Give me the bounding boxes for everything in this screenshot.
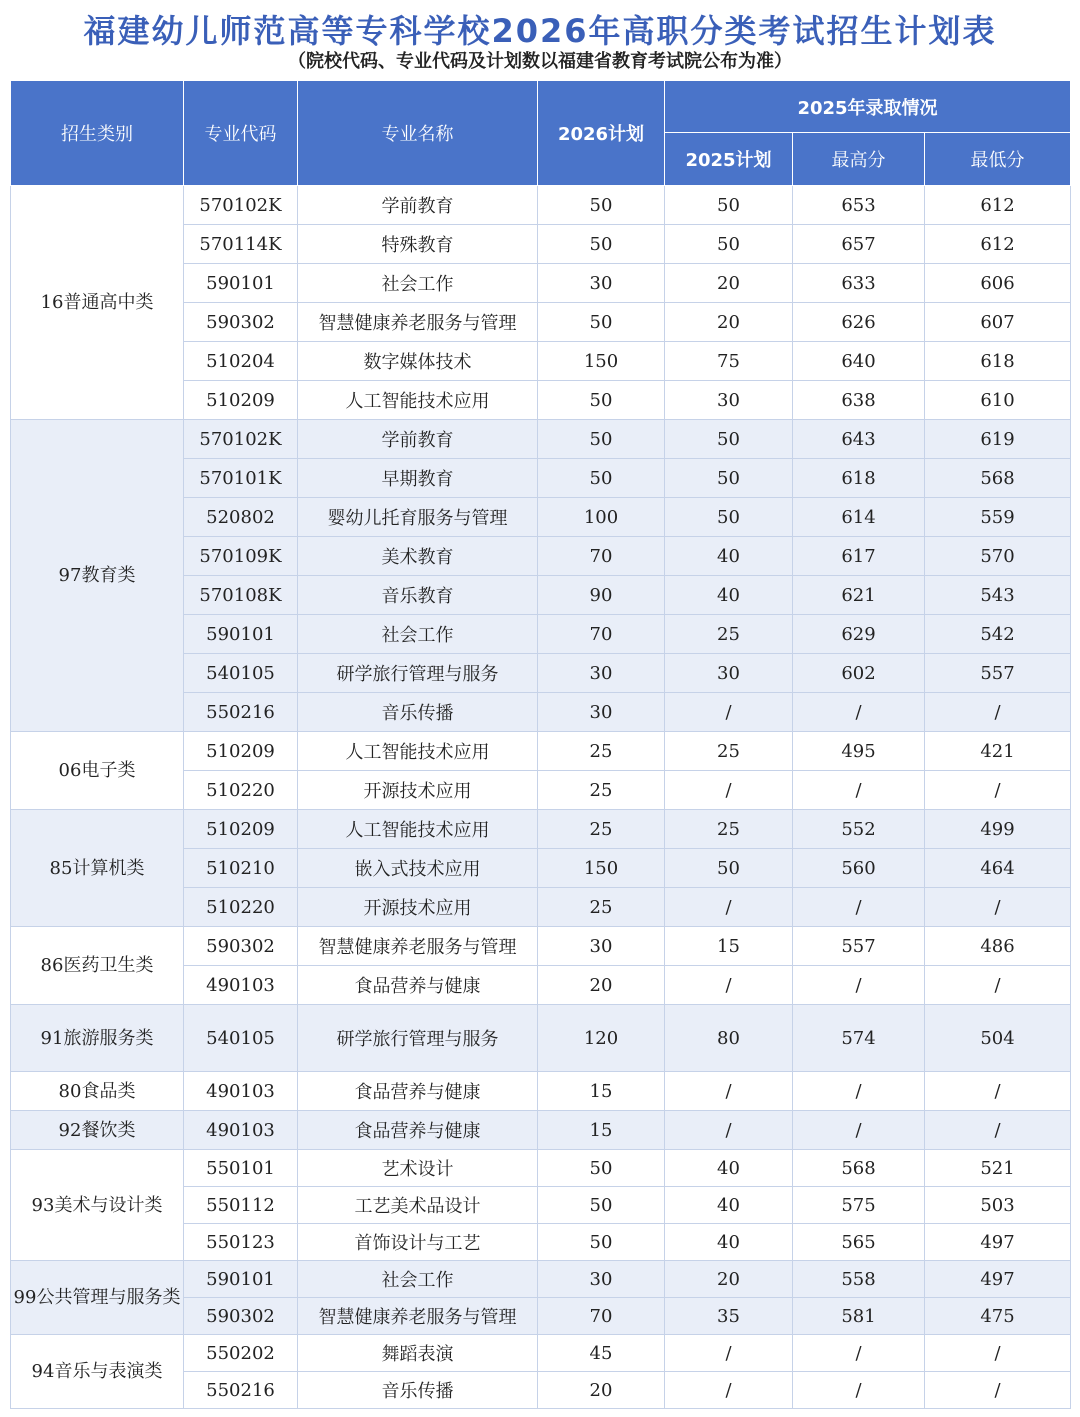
plan-2026-cell: 50	[538, 420, 665, 459]
category-cell: 16普通高中类	[11, 186, 184, 420]
max-score-cell: 552	[793, 810, 925, 849]
table-row	[11, 186, 1071, 225]
plan-2025-cell: 25	[665, 810, 793, 849]
max-score-cell: 574	[793, 1005, 925, 1072]
plan-2026-cell: 30	[538, 927, 665, 966]
max-score-cell: 621	[793, 576, 925, 615]
max-score-cell: 614	[793, 498, 925, 537]
major-name-cell: 食品营养与健康	[298, 966, 538, 1005]
page-subtitle: （院校代码、专业代码及计划数以福建省教育考试院公布为准）	[288, 51, 792, 72]
max-score-cell: 568	[793, 1150, 925, 1187]
table-header	[11, 81, 1071, 186]
max-score-cell: /	[793, 1335, 925, 1372]
major-name-cell: 社会工作	[298, 1261, 538, 1298]
table-row	[11, 927, 1071, 966]
header-category: 招生类别	[11, 81, 184, 186]
min-score-cell: 475	[925, 1298, 1071, 1335]
min-score-cell: /	[925, 693, 1071, 732]
max-score-cell: 653	[793, 186, 925, 225]
max-score-cell: /	[793, 888, 925, 927]
plan-2025-cell: /	[665, 1372, 793, 1409]
plan-2025-cell: 50	[665, 459, 793, 498]
max-score-cell: 633	[793, 264, 925, 303]
major-name-cell: 艺术设计	[298, 1150, 538, 1187]
major-code-cell: 510220	[184, 771, 298, 810]
major-name-cell: 开源技术应用	[298, 888, 538, 927]
plan-2025-cell: 30	[665, 654, 793, 693]
plan-2026-cell: 15	[538, 1111, 665, 1150]
major-name-cell: 智慧健康养老服务与管理	[298, 303, 538, 342]
plan-2026-cell: 50	[538, 225, 665, 264]
table-row	[11, 1261, 1071, 1298]
major-code-cell: 540105	[184, 654, 298, 693]
major-name-cell: 特殊教育	[298, 225, 538, 264]
max-score-cell: 629	[793, 615, 925, 654]
category-cell: 99公共管理与服务类	[11, 1261, 184, 1335]
plan-2026-cell: 25	[538, 771, 665, 810]
max-score-cell: /	[793, 966, 925, 1005]
table-row	[11, 1335, 1071, 1372]
major-name-cell: 食品营养与健康	[298, 1111, 538, 1150]
major-code-cell: 590302	[184, 303, 298, 342]
major-name-cell: 开源技术应用	[298, 771, 538, 810]
max-score-cell: 557	[793, 927, 925, 966]
category-cell: 94音乐与表演类	[11, 1335, 184, 1409]
major-code-cell: 510220	[184, 888, 298, 927]
major-code-cell: 520802	[184, 498, 298, 537]
category-cell: 91旅游服务类	[11, 1005, 184, 1072]
major-name-cell: 食品营养与健康	[298, 1072, 538, 1111]
major-code-cell: 510210	[184, 849, 298, 888]
table-row	[11, 420, 1071, 459]
plan-2026-cell: 20	[538, 1372, 665, 1409]
major-code-cell: 590302	[184, 927, 298, 966]
plan-2025-cell: 20	[665, 1261, 793, 1298]
plan-2025-cell: 50	[665, 420, 793, 459]
min-score-cell: 612	[925, 225, 1071, 264]
min-score-cell: 610	[925, 381, 1071, 420]
plan-2025-cell: /	[665, 966, 793, 1005]
plan-2025-cell: 75	[665, 342, 793, 381]
max-score-cell: 657	[793, 225, 925, 264]
plan-2025-cell: 15	[665, 927, 793, 966]
min-score-cell: /	[925, 771, 1071, 810]
major-name-cell: 婴幼儿托育服务与管理	[298, 498, 538, 537]
major-code-cell: 550202	[184, 1335, 298, 1372]
plan-2025-cell: 40	[665, 537, 793, 576]
max-score-cell: /	[793, 771, 925, 810]
plan-2026-cell: 50	[538, 1187, 665, 1224]
major-code-cell: 510209	[184, 732, 298, 771]
min-score-cell: 607	[925, 303, 1071, 342]
header-min-score: 最低分	[925, 133, 1071, 186]
plan-2026-cell: 70	[538, 537, 665, 576]
major-code-cell: 570101K	[184, 459, 298, 498]
header-max-score: 最高分	[793, 133, 925, 186]
plan-2025-cell: /	[665, 1072, 793, 1111]
plan-2025-cell: 25	[665, 615, 793, 654]
major-code-cell: 590101	[184, 1261, 298, 1298]
max-score-cell: 617	[793, 537, 925, 576]
plan-2026-cell: 50	[538, 303, 665, 342]
plan-2026-cell: 50	[538, 1150, 665, 1187]
major-code-cell: 550112	[184, 1187, 298, 1224]
enrollment-plan-table	[10, 80, 1071, 1409]
major-code-cell: 510204	[184, 342, 298, 381]
plan-2026-cell: 50	[538, 1224, 665, 1261]
header-code: 专业代码	[184, 81, 298, 186]
min-score-cell: /	[925, 1111, 1071, 1150]
plan-2025-cell: /	[665, 693, 793, 732]
max-score-cell: 618	[793, 459, 925, 498]
header-admission-2025: 2025年录取情况	[665, 81, 1071, 133]
plan-2026-cell: 150	[538, 342, 665, 381]
min-score-cell: 612	[925, 186, 1071, 225]
major-name-cell: 人工智能技术应用	[298, 381, 538, 420]
min-score-cell: 486	[925, 927, 1071, 966]
plan-2025-cell: /	[665, 1111, 793, 1150]
major-code-cell: 570102K	[184, 420, 298, 459]
category-cell: 06电子类	[11, 732, 184, 810]
major-code-cell: 510209	[184, 810, 298, 849]
major-code-cell: 590101	[184, 615, 298, 654]
plan-2025-cell: /	[665, 888, 793, 927]
table-body	[11, 186, 1071, 1409]
min-score-cell: 499	[925, 810, 1071, 849]
min-score-cell: /	[925, 1335, 1071, 1372]
header-plan-2025: 2025计划	[665, 133, 793, 186]
max-score-cell: /	[793, 1372, 925, 1409]
table-row	[11, 810, 1071, 849]
major-code-cell: 590302	[184, 1298, 298, 1335]
plan-2025-cell: 20	[665, 303, 793, 342]
plan-2026-cell: 150	[538, 849, 665, 888]
major-code-cell: 510209	[184, 381, 298, 420]
major-name-cell: 数字媒体技术	[298, 342, 538, 381]
plan-2025-cell: 50	[665, 849, 793, 888]
max-score-cell: 565	[793, 1224, 925, 1261]
plan-2026-cell: 120	[538, 1005, 665, 1072]
major-name-cell: 音乐教育	[298, 576, 538, 615]
min-score-cell: 543	[925, 576, 1071, 615]
major-code-cell: 570109K	[184, 537, 298, 576]
category-cell: 86医药卫生类	[11, 927, 184, 1005]
plan-2026-cell: 100	[538, 498, 665, 537]
plan-2025-cell: 40	[665, 576, 793, 615]
major-code-cell: 550216	[184, 693, 298, 732]
max-score-cell: 626	[793, 303, 925, 342]
max-score-cell: 638	[793, 381, 925, 420]
plan-2025-cell: 40	[665, 1150, 793, 1187]
min-score-cell: 504	[925, 1005, 1071, 1072]
plan-2026-cell: 50	[538, 459, 665, 498]
min-score-cell: 618	[925, 342, 1071, 381]
min-score-cell: 497	[925, 1261, 1071, 1298]
plan-2026-cell: 25	[538, 810, 665, 849]
plan-2025-cell: 40	[665, 1187, 793, 1224]
min-score-cell: /	[925, 966, 1071, 1005]
table-row	[11, 732, 1071, 771]
min-score-cell: 521	[925, 1150, 1071, 1187]
major-code-cell: 550101	[184, 1150, 298, 1187]
plan-2025-cell: 50	[665, 225, 793, 264]
plan-2026-cell: 20	[538, 966, 665, 1005]
major-name-cell: 音乐传播	[298, 693, 538, 732]
min-score-cell: 619	[925, 420, 1071, 459]
header-name: 专业名称	[298, 81, 538, 186]
major-name-cell: 学前教育	[298, 420, 538, 459]
category-cell: 80食品类	[11, 1072, 184, 1111]
category-cell: 92餐饮类	[11, 1111, 184, 1150]
major-code-cell: 570108K	[184, 576, 298, 615]
plan-2026-cell: 90	[538, 576, 665, 615]
plan-2025-cell: 80	[665, 1005, 793, 1072]
category-cell: 97教育类	[11, 420, 184, 732]
page-title: 福建幼儿师范高等专科学校2026年高职分类考试招生计划表	[83, 12, 997, 50]
plan-2026-cell: 30	[538, 1261, 665, 1298]
major-code-cell: 570102K	[184, 186, 298, 225]
major-code-cell: 490103	[184, 1072, 298, 1111]
category-cell: 93美术与设计类	[11, 1150, 184, 1261]
plan-2026-cell: 30	[538, 693, 665, 732]
plan-2025-cell: /	[665, 1335, 793, 1372]
max-score-cell: 575	[793, 1187, 925, 1224]
major-name-cell: 早期教育	[298, 459, 538, 498]
min-score-cell: 568	[925, 459, 1071, 498]
major-name-cell: 舞蹈表演	[298, 1335, 538, 1372]
max-score-cell: 602	[793, 654, 925, 693]
plan-2026-cell: 25	[538, 888, 665, 927]
major-name-cell: 人工智能技术应用	[298, 732, 538, 771]
min-score-cell: /	[925, 888, 1071, 927]
major-name-cell: 音乐传播	[298, 1372, 538, 1409]
table-row	[11, 1111, 1071, 1150]
major-name-cell: 研学旅行管理与服务	[298, 654, 538, 693]
major-code-cell: 570114K	[184, 225, 298, 264]
table-row	[11, 1005, 1071, 1072]
table-row	[11, 1150, 1071, 1187]
header-plan-2026: 2026计划	[538, 81, 665, 186]
plan-2026-cell: 30	[538, 264, 665, 303]
major-name-cell: 智慧健康养老服务与管理	[298, 1298, 538, 1335]
plan-2025-cell: 50	[665, 498, 793, 537]
major-code-cell: 540105	[184, 1005, 298, 1072]
min-score-cell: /	[925, 1372, 1071, 1409]
major-name-cell: 工艺美术品设计	[298, 1187, 538, 1224]
plan-2026-cell: 50	[538, 381, 665, 420]
major-code-cell: 550216	[184, 1372, 298, 1409]
plan-2025-cell: 35	[665, 1298, 793, 1335]
major-name-cell: 首饰设计与工艺	[298, 1224, 538, 1261]
max-score-cell: 560	[793, 849, 925, 888]
min-score-cell: 542	[925, 615, 1071, 654]
major-name-cell: 人工智能技术应用	[298, 810, 538, 849]
max-score-cell: 643	[793, 420, 925, 459]
plan-2026-cell: 25	[538, 732, 665, 771]
min-score-cell: 421	[925, 732, 1071, 771]
plan-2025-cell: 20	[665, 264, 793, 303]
plan-2025-cell: 25	[665, 732, 793, 771]
plan-2026-cell: 45	[538, 1335, 665, 1372]
min-score-cell: 606	[925, 264, 1071, 303]
major-code-cell: 490103	[184, 966, 298, 1005]
min-score-cell: 557	[925, 654, 1071, 693]
major-name-cell: 美术教育	[298, 537, 538, 576]
max-score-cell: /	[793, 693, 925, 732]
plan-2025-cell: /	[665, 771, 793, 810]
major-code-cell: 590101	[184, 264, 298, 303]
plan-2026-cell: 70	[538, 1298, 665, 1335]
plan-2026-cell: 50	[538, 186, 665, 225]
max-score-cell: 558	[793, 1261, 925, 1298]
plan-2026-cell: 15	[538, 1072, 665, 1111]
min-score-cell: 503	[925, 1187, 1071, 1224]
plan-2025-cell: 50	[665, 186, 793, 225]
plan-2026-cell: 70	[538, 615, 665, 654]
major-name-cell: 学前教育	[298, 186, 538, 225]
min-score-cell: 464	[925, 849, 1071, 888]
max-score-cell: 581	[793, 1298, 925, 1335]
plan-2025-cell: 30	[665, 381, 793, 420]
major-name-cell: 社会工作	[298, 264, 538, 303]
min-score-cell: 497	[925, 1224, 1071, 1261]
category-cell: 85计算机类	[11, 810, 184, 927]
major-name-cell: 嵌入式技术应用	[298, 849, 538, 888]
max-score-cell: /	[793, 1111, 925, 1150]
max-score-cell: 495	[793, 732, 925, 771]
max-score-cell: /	[793, 1072, 925, 1111]
major-name-cell: 社会工作	[298, 615, 538, 654]
max-score-cell: 640	[793, 342, 925, 381]
plan-2025-cell: 40	[665, 1224, 793, 1261]
min-score-cell: 559	[925, 498, 1071, 537]
major-name-cell: 研学旅行管理与服务	[298, 1005, 538, 1072]
major-code-cell: 550123	[184, 1224, 298, 1261]
table-row	[11, 1072, 1071, 1111]
plan-2026-cell: 30	[538, 654, 665, 693]
major-name-cell: 智慧健康养老服务与管理	[298, 927, 538, 966]
min-score-cell: /	[925, 1072, 1071, 1111]
major-code-cell: 490103	[184, 1111, 298, 1150]
min-score-cell: 570	[925, 537, 1071, 576]
